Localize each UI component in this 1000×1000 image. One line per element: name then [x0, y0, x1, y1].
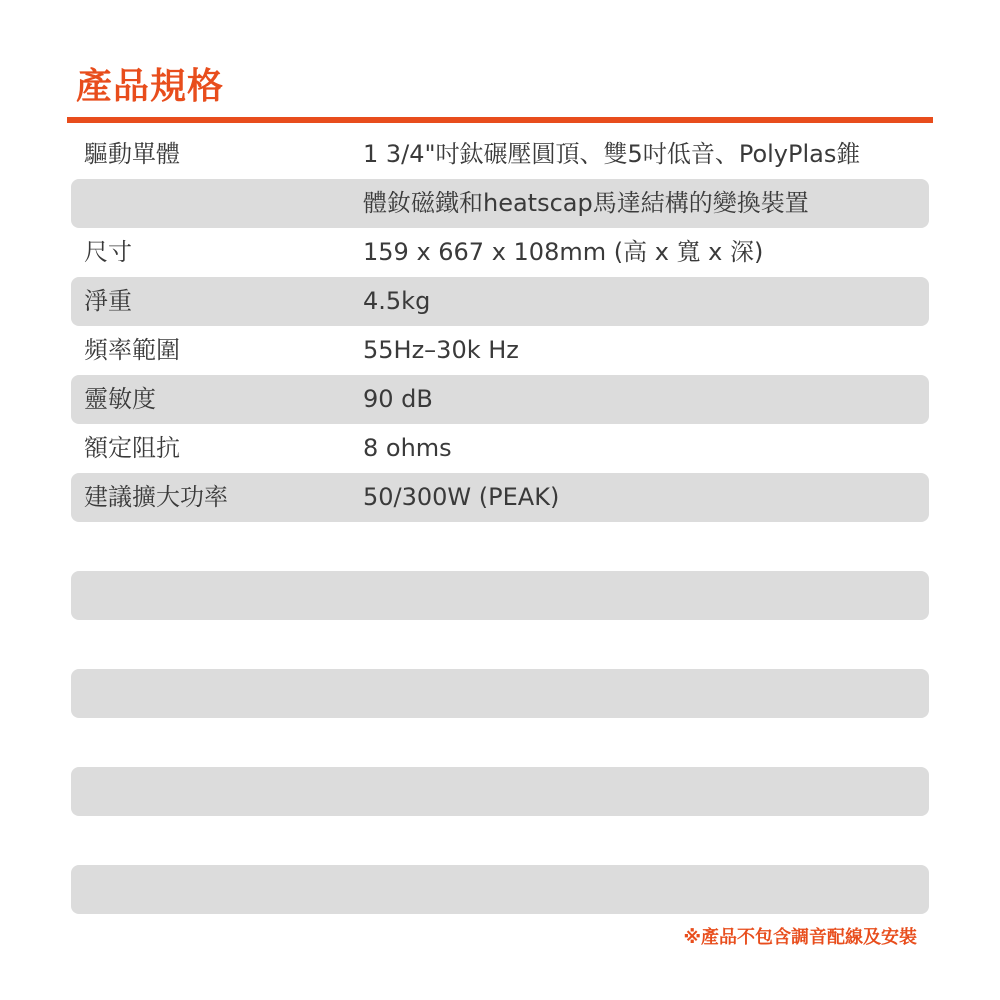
spec-row-empty [71, 669, 929, 718]
spec-label: 頻率範圍 [84, 336, 180, 364]
spec-value: 體釹磁鐵和heatscap馬達結構的變換裝置 [363, 189, 809, 217]
spec-row-empty [71, 522, 929, 571]
spec-row-empty [71, 767, 929, 816]
spec-row-driver [71, 130, 929, 179]
spec-label: 尺寸 [84, 238, 132, 266]
spec-value: 50/300W (PEAK) [363, 483, 560, 511]
spec-row-empty [71, 816, 929, 865]
footnote: ※產品不包含調音配線及安裝 [683, 927, 917, 948]
spec-value: 159 x 667 x 108mm (高 x 寬 x 深) [363, 238, 764, 266]
spec-row-weight [71, 277, 929, 326]
spec-label: 淨重 [84, 287, 132, 315]
spec-table [71, 130, 929, 914]
spec-label: 靈敏度 [84, 385, 156, 413]
spec-row-impedance [71, 424, 929, 473]
spec-row-amp-power [71, 473, 929, 522]
spec-row-empty [71, 571, 929, 620]
spec-value: 4.5kg [363, 287, 431, 315]
spec-row-empty [71, 865, 929, 914]
spec-label: 額定阻抗 [84, 434, 180, 462]
spec-value: 55Hz–30k Hz [363, 336, 519, 364]
spec-value: 1 3/4"吋鈦碾壓圓頂、雙5吋低音、PolyPlas錐 [363, 140, 861, 168]
spec-label: 建議擴大功率 [84, 483, 228, 511]
spec-row-sensitivity [71, 375, 929, 424]
spec-value: 8 ohms [363, 434, 452, 462]
spec-row-empty [71, 718, 929, 767]
spec-row-frequency [71, 326, 929, 375]
spec-row-dimensions [71, 228, 929, 277]
spec-row-empty [71, 620, 929, 669]
spec-value: 90 dB [363, 385, 433, 413]
page-title: 產品規格 [76, 66, 225, 107]
spec-row-driver-cont [71, 179, 929, 228]
title-divider [67, 117, 933, 123]
spec-label: 驅動單體 [84, 140, 180, 168]
